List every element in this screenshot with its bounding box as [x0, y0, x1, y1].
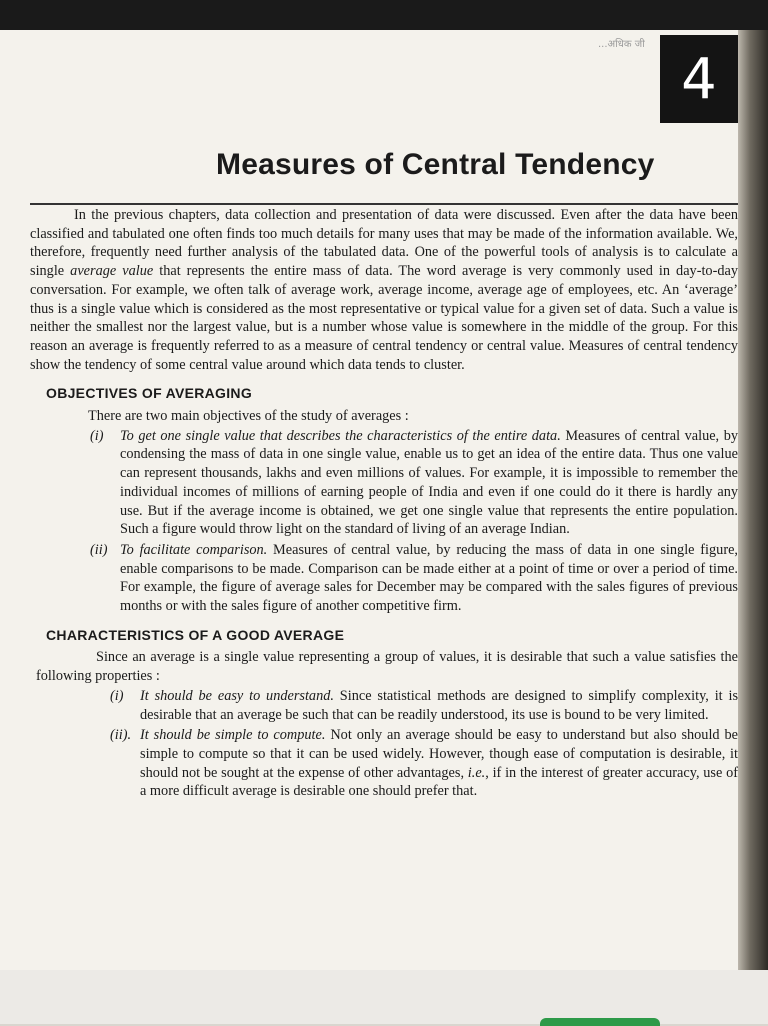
item-body — [140, 726, 738, 801]
intro-paragraph — [30, 206, 738, 374]
intro-text-1: In the previous chapters, data collection and presentation of data were discussed. Even after the data have been classified and tabulated one often finds too much details for many uses that may be made of the information available. We, therefore, frequently need further analysis of the tabulated data. One of the powerful tools of analysis is to calculate a single — [30, 207, 738, 280]
item-text: Measures of central value, by reducing the mass of data in one single figure, enable comparisons to be made. Comparison can be made either at a point of time or over a period of time. For example, the figure of average sales for December may be compared with the sales figures of previous months or with the sales figure of another competitive firm. — [120, 541, 739, 615]
bottom-bar — [0, 970, 768, 1024]
item-italic-abbrev: i.e. — [467, 764, 486, 781]
green-tab-indicator — [540, 1018, 660, 1026]
item-number: (ii). — [110, 727, 132, 744]
objective-item-1 — [90, 427, 738, 539]
item-italic: It should be easy to understand. — [140, 687, 334, 704]
item-text: Not only an average should be easy to understand but also should be simple to compute so that it can be used widely. However, though ease of computation is desirable, it should not be sought at the expense of other advantages, — [140, 727, 738, 781]
item-body — [120, 541, 738, 616]
item-number: (i) — [110, 687, 124, 704]
characteristics-lead: Since an average is a single value representing a group of values, it is desirable that such a value satisfies the following properties : — [36, 649, 738, 685]
chapter-number: 4 — [681, 46, 717, 112]
item-text: Measures of central value, by condensing the mass of data in one single value, enable us to get an idea of the entire data. Thus one value can represent thousands, lakhs and even millions of values. For example, it is impossible to remember the individual incomes of millions of earning people of India and even if one could do it there is hardly any use. But if the average income is obtained, we get one single value that represents the entire population. Such a figure would throw light on the standard of living of an average Indian. — [120, 427, 738, 538]
chapter-title: Measures of Central Tendency — [216, 148, 655, 181]
intro-text-2: that represents the entire mass of data. The word average is very commonly used in day-to-day conversation. For example, we often talk of average work, average income, average age of employees, etc. An ‘average’ thus is a single value which is considered as the most representative or typical value for a given set of data. Such a value is neither the smallest nor the largest value, but is a number whose value is somewhere in the middle of the group. For this reason an average is frequently referred to as a measure of central tendency or central value. Measures of central tendency show the tendency of some central value around which data tends to cluster. — [30, 263, 738, 373]
item-body — [140, 687, 738, 724]
characteristics-heading: CHARACTERISTICS OF A GOOD AVERAGE — [46, 626, 345, 643]
objectives-lead: There are two main objectives of the study of averages : — [88, 408, 409, 425]
top-black-bar — [0, 0, 768, 30]
objectives-heading: OBJECTIVES OF AVERAGING — [46, 385, 253, 402]
chapter-number-box — [660, 35, 738, 123]
item-italic: To facilitate comparison. — [120, 541, 268, 558]
intro-italic: average value — [70, 263, 154, 280]
margin-scribble: ...अधिक जी — [598, 39, 645, 50]
item-body — [120, 427, 738, 539]
chapter-content — [30, 206, 738, 803]
title-rule — [30, 203, 738, 205]
objective-item-2 — [90, 541, 738, 616]
characteristic-item-2 — [110, 726, 738, 801]
characteristic-item-1 — [110, 687, 738, 724]
item-text: Since statistical methods are designed to simplify complexity, it is desirable that an average be such that can be readily understood, its use is bound to be very limited. — [140, 687, 739, 723]
item-italic: To get one single value that describes the characteristics of the entire data. — [120, 427, 561, 444]
item-number: (ii) — [90, 541, 108, 558]
item-text-2: , if in the interest of greater accuracy, use of a more difficult average is desirable one should prefer that. — [140, 764, 739, 800]
item-italic: It should be simple to compute. — [140, 727, 326, 744]
item-number: (i) — [90, 427, 104, 444]
